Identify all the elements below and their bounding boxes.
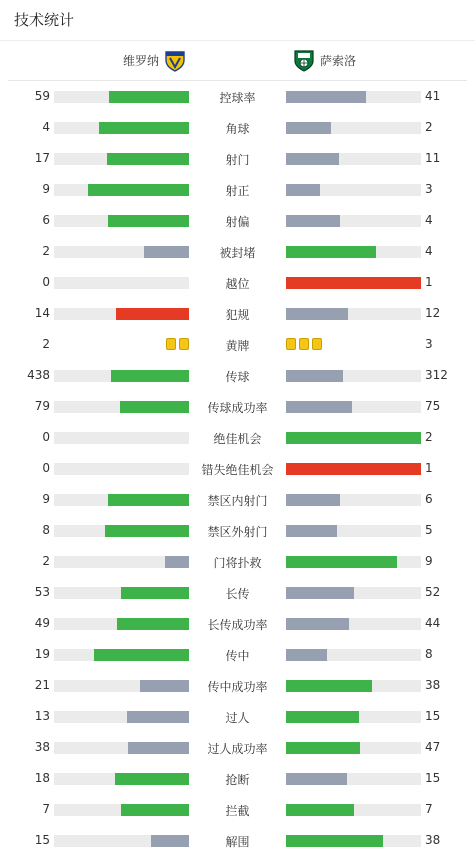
away-value: 15 (425, 709, 441, 723)
away-bar-fill (286, 742, 360, 754)
sassuolo-crest-icon (292, 48, 316, 72)
away-value: 312 (425, 368, 448, 382)
stat-row (0, 794, 475, 825)
verona-crest-icon (163, 48, 187, 72)
away-value: 11 (425, 151, 441, 165)
home-bar-fill (88, 184, 189, 196)
home-value: 79 (34, 399, 50, 413)
home-bar-track (54, 184, 189, 196)
away-value: 12 (425, 306, 441, 320)
home-value: 38 (34, 740, 50, 754)
away-bar-track (286, 370, 421, 382)
home-bar-fill (117, 618, 189, 630)
home-value: 2 (42, 337, 50, 351)
stat-row (0, 825, 475, 856)
away-bar-fill (286, 525, 337, 537)
home-bar-track (54, 153, 189, 165)
away-bar-fill (286, 401, 352, 413)
home-value: 14 (34, 306, 50, 320)
home-bar-track (54, 587, 189, 599)
away-bar-track (286, 122, 421, 134)
home-bar-fill (121, 587, 189, 599)
home-bar-fill (108, 494, 189, 506)
away-bar-track (286, 494, 421, 506)
away-value: 2 (425, 430, 433, 444)
stat-label: 过人成功率 (207, 742, 268, 756)
away-bar-fill (286, 370, 343, 382)
away-bar-fill (286, 246, 376, 258)
home-value: 9 (42, 182, 50, 196)
home-bar-track (54, 525, 189, 537)
stat-label: 射正 (225, 184, 250, 198)
stat-label: 传球 (225, 370, 250, 384)
away-bar-fill (286, 122, 331, 134)
stat-label: 角球 (225, 122, 250, 136)
stat-row (0, 484, 475, 515)
away-bar-track (286, 556, 421, 568)
home-bar-track (54, 835, 189, 847)
away-bar-fill (286, 277, 421, 289)
away-bar-fill (286, 91, 366, 103)
away-bar-track (286, 246, 421, 258)
away-value: 3 (425, 182, 433, 196)
away-bar-track (286, 215, 421, 227)
stat-row (0, 112, 475, 143)
away-bar-track (286, 804, 421, 816)
stat-label: 被封堵 (219, 246, 256, 260)
away-bar-track (286, 401, 421, 413)
away-value: 75 (425, 399, 441, 413)
yellow-card-icon (179, 338, 189, 350)
away-bar-fill (286, 184, 320, 196)
stat-row (0, 639, 475, 670)
stat-label: 过人 (225, 711, 250, 725)
home-bar-fill (115, 773, 189, 785)
away-bar-track (286, 463, 421, 475)
home-bar-track (54, 277, 189, 289)
stat-row (0, 298, 475, 329)
away-team-name: 萨索洛 (320, 53, 357, 68)
away-bar-fill (286, 711, 359, 723)
stat-row (0, 546, 475, 577)
home-bar-track (54, 432, 189, 444)
away-value: 4 (425, 244, 433, 258)
away-bar-track (286, 835, 421, 847)
home-bar-fill (111, 370, 189, 382)
home-value: 13 (34, 709, 50, 723)
stat-label: 门将扑救 (213, 556, 262, 570)
home-bar-track (54, 804, 189, 816)
home-value: 53 (34, 585, 50, 599)
away-yellow-cards (286, 338, 322, 350)
stat-label: 黄牌 (225, 339, 250, 353)
home-value: 4 (42, 120, 50, 134)
home-bar-fill (151, 835, 189, 847)
stat-label: 解围 (225, 835, 250, 849)
stat-label: 错失绝佳机会 (201, 463, 274, 477)
away-bar-fill (286, 587, 354, 599)
home-bar-fill (105, 525, 189, 537)
stat-label: 传中成功率 (207, 680, 268, 694)
away-bar-track (286, 773, 421, 785)
home-value: 0 (42, 430, 50, 444)
away-bar-track (286, 680, 421, 692)
away-bar-fill (286, 680, 372, 692)
stat-row (0, 236, 475, 267)
home-bar-track (54, 618, 189, 630)
yellow-card-icon (286, 338, 296, 350)
home-bar-fill (94, 649, 189, 661)
away-bar-fill (286, 153, 339, 165)
stat-label: 抢断 (225, 773, 250, 787)
stat-row (0, 329, 475, 360)
home-value: 2 (42, 244, 50, 258)
away-value: 5 (425, 523, 433, 537)
home-bar-fill (165, 556, 189, 568)
away-bar-fill (286, 618, 349, 630)
away-bar-fill (286, 432, 421, 444)
away-bar-fill (286, 804, 354, 816)
stat-label: 禁区内射门 (207, 494, 268, 508)
home-bar-fill (107, 153, 189, 165)
home-bar-fill (108, 215, 189, 227)
stat-label: 传中 (225, 649, 250, 663)
away-value: 41 (425, 89, 441, 103)
home-bar-track (54, 401, 189, 413)
home-bar-track (54, 556, 189, 568)
stat-row (0, 174, 475, 205)
home-bar-fill (140, 680, 189, 692)
yellow-card-icon (166, 338, 176, 350)
away-value: 15 (425, 771, 441, 785)
away-bar-track (286, 587, 421, 599)
home-value: 49 (34, 616, 50, 630)
away-value: 52 (425, 585, 441, 599)
away-bar-track (286, 153, 421, 165)
away-bar-track (286, 649, 421, 661)
stat-row (0, 701, 475, 732)
stat-row (0, 360, 475, 391)
title-divider (0, 40, 475, 41)
home-yellow-cards (166, 338, 189, 350)
teams-header (8, 42, 467, 80)
stat-label: 射门 (225, 153, 250, 167)
away-bar-track (286, 91, 421, 103)
away-bar-track (286, 525, 421, 537)
stat-row (0, 81, 475, 112)
home-value: 7 (42, 802, 50, 816)
stat-row (0, 453, 475, 484)
home-bar-fill (120, 401, 189, 413)
away-bar-fill (286, 773, 347, 785)
stat-label: 越位 (225, 277, 250, 291)
home-value: 0 (42, 275, 50, 289)
away-value: 3 (425, 337, 433, 351)
home-value: 59 (34, 89, 50, 103)
stat-row (0, 670, 475, 701)
stat-label: 控球率 (219, 91, 256, 105)
away-value: 9 (425, 554, 433, 568)
home-bar-track (54, 463, 189, 475)
home-value: 21 (34, 678, 50, 692)
away-bar-fill (286, 835, 383, 847)
away-bar-track (286, 277, 421, 289)
home-value: 2 (42, 554, 50, 568)
home-bar-track (54, 215, 189, 227)
home-bar-fill (99, 122, 189, 134)
away-value: 47 (425, 740, 441, 754)
home-value: 17 (34, 151, 50, 165)
away-bar-track (286, 618, 421, 630)
away-bar-fill (286, 463, 421, 475)
home-bar-track (54, 742, 189, 754)
away-bar-track (286, 184, 421, 196)
away-bar-track (286, 711, 421, 723)
away-bar-fill (286, 494, 340, 506)
stat-row (0, 577, 475, 608)
away-value: 1 (425, 461, 433, 475)
page-title: 技术统计 (14, 11, 75, 29)
home-bar-fill (128, 742, 189, 754)
stat-label: 绝佳机会 (213, 432, 262, 446)
away-bar-track (286, 432, 421, 444)
away-value: 6 (425, 492, 433, 506)
stat-row (0, 205, 475, 236)
stat-row (0, 143, 475, 174)
home-bar-track (54, 122, 189, 134)
stat-row (0, 391, 475, 422)
home-bar-track (54, 680, 189, 692)
home-value: 19 (34, 647, 50, 661)
stat-label: 传球成功率 (207, 401, 268, 415)
stat-label: 长传成功率 (207, 618, 268, 632)
home-team[interactable] (123, 48, 187, 72)
stat-row (0, 515, 475, 546)
away-value: 44 (425, 616, 441, 630)
home-bar-track (54, 711, 189, 723)
home-bar-fill (109, 91, 189, 103)
home-value: 438 (27, 368, 50, 382)
away-bar-track (286, 742, 421, 754)
away-bar-fill (286, 308, 348, 320)
home-bar-track (54, 370, 189, 382)
away-value: 38 (425, 833, 441, 847)
stat-label: 禁区外射门 (207, 525, 268, 539)
home-value: 8 (42, 523, 50, 537)
home-team-name: 维罗纳 (122, 53, 159, 68)
home-bar-track (54, 308, 189, 320)
stat-row (0, 732, 475, 763)
home-bar-track (54, 246, 189, 258)
yellow-card-icon (299, 338, 309, 350)
stats-list (0, 81, 475, 856)
stat-label: 犯规 (225, 308, 250, 322)
away-value: 4 (425, 213, 433, 227)
stat-label: 长传 (225, 587, 250, 601)
stat-row (0, 763, 475, 794)
home-bar-track (54, 494, 189, 506)
away-value: 7 (425, 802, 433, 816)
home-bar-track (54, 91, 189, 103)
away-value: 1 (425, 275, 433, 289)
stat-row (0, 422, 475, 453)
away-value: 8 (425, 647, 433, 661)
home-value: 18 (34, 771, 50, 785)
home-bar-fill (144, 246, 189, 258)
home-value: 9 (42, 492, 50, 506)
away-bar-track (286, 308, 421, 320)
home-bar-fill (121, 804, 189, 816)
home-value: 6 (42, 213, 50, 227)
home-value: 15 (34, 833, 50, 847)
stat-row (0, 267, 475, 298)
stat-label: 射偏 (225, 215, 250, 229)
home-value: 0 (42, 461, 50, 475)
away-value: 38 (425, 678, 441, 692)
away-value: 2 (425, 120, 433, 134)
home-bar-fill (127, 711, 189, 723)
away-bar-fill (286, 556, 397, 568)
away-bar-fill (286, 649, 327, 661)
yellow-card-icon (312, 338, 322, 350)
home-bar-track (54, 649, 189, 661)
stat-label: 拦截 (225, 804, 250, 818)
away-bar-fill (286, 215, 340, 227)
stat-row (0, 608, 475, 639)
home-bar-fill (116, 308, 189, 320)
home-bar-track (54, 773, 189, 785)
away-team[interactable] (292, 48, 356, 72)
